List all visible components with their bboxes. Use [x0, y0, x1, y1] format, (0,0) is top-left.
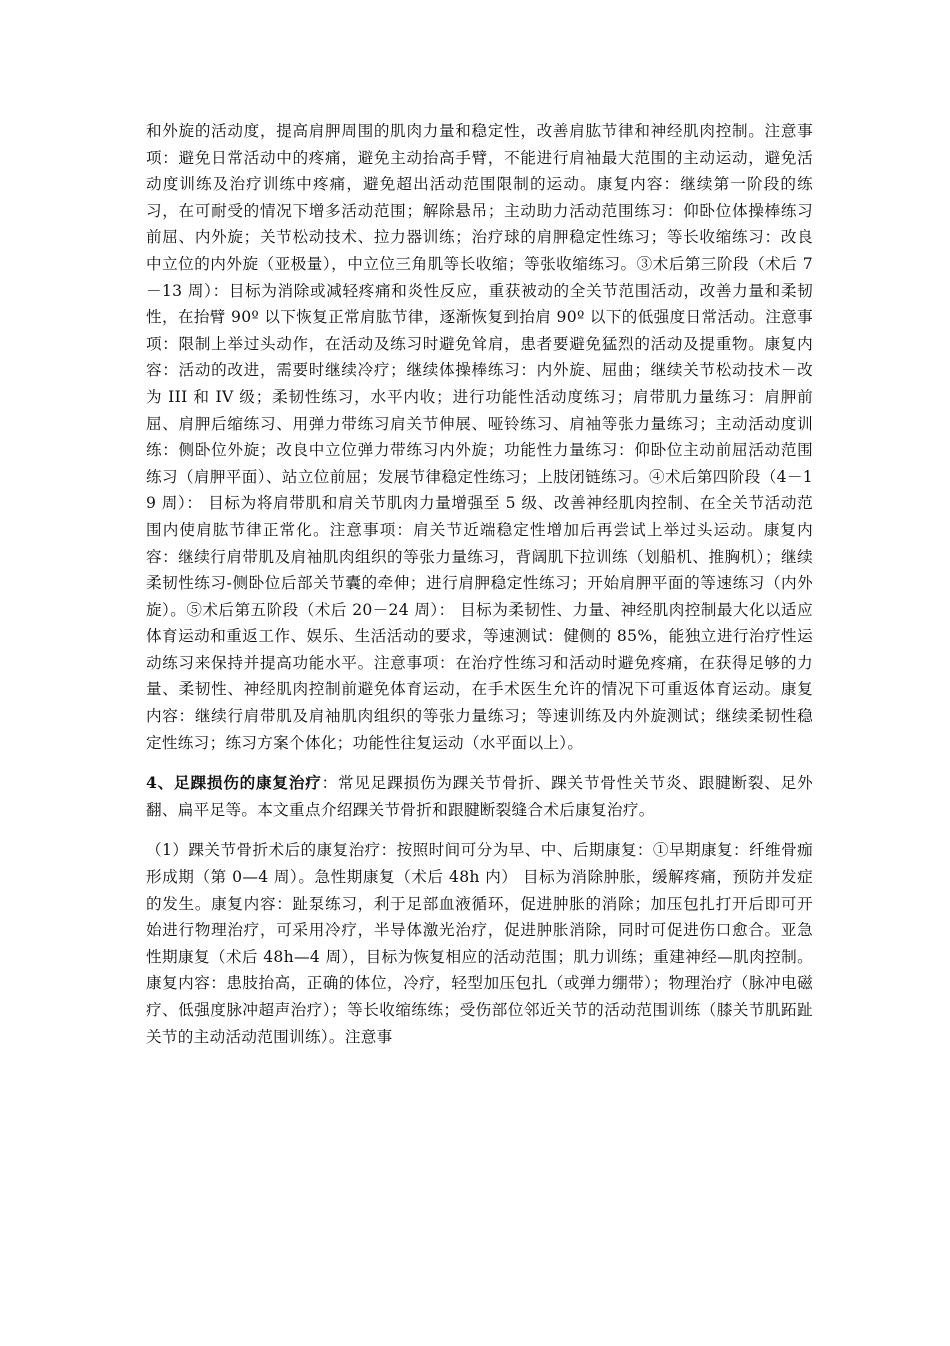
section-heading-ankle: 4、足踝损伤的康复治疗: [146, 773, 322, 793]
paragraph-ankle-fracture: （1）踝关节骨折术后的康复治疗：按照时间可分为早、中、后期康复：①早期康复：纤维骨痂形成期（第 0—4 周）。急性期康复（术后 48h 内） 目标为消除肿胀，缓解疼痛，预防并发症的发生。康复内容：趾泵练习，利于足部血液循环，促进肿胀的消除；加压包扎打开后即可开始进行物理治疗，可采用冷疗，半导体激光治疗，促进肿胀消除，同时可促进伤口愈合。亚急性期康复（术后 48h—4 周），目标为恢复相应的活动范围；肌力训练；重建神经—肌肉控制。康复内容：患肢抬高，正确的体位，冷疗，轻型加压包扎（或弹力绷带）；物理治疗（脉冲电磁疗、低强度脉冲超声治疗）；等长收缩练练；受伤部位邻近关节的活动范围训练（膝关节肌跖趾关节的主动活动范围训练）。注意事: [146, 841, 813, 1046]
ankle-intro-text: ：常见足踝损伤为踝关节骨折、踝关节骨性关节炎、跟腱断裂、足外翻、扁平足等。本文重点介绍踝关节骨折和跟腱断裂缝合术后康复治疗。: [146, 774, 813, 819]
paragraph-shoulder-rehab: 和外旋的活动度，提高肩胛周围的肌肉力量和稳定性，改善肩肱节律和神经肌肉控制。注意事项：避免日常活动中的疼痛，避免主动抬高手臂，不能进行肩袖最大范围的主动运动，避免活动度训练及治疗训练中疼痛，避免超出活动范围限制的运动。康复内容：继续第一阶段的练习，在可耐受的情况下增多活动范围；解除悬吊；主动助力活动范围练习：仰卧位体操棒练习前屈、内外旋；关节松动技术、拉力器训练；治疗球的肩胛稳定性练习；等长收缩练习：改良中立位的内外旋（亚极量），中立位三角肌等长收缩；等张收缩练习。③术后第三阶段（术后 7－13 周）：目标为消除或减轻疼痛和炎性反应，重获被动的全关节范围活动，改善力量和柔韧性，在抬臂 90º 以下恢复正常肩肱节律，逐渐恢复到抬肩 90º 以下的低强度日常活动。注意事项：限制上举过头动作，在活动及练习时避免耸肩，患者要避免猛烈的活动及提重物。康复内容：活动的改进，需要时继续冷疗；继续体操棒练习：内外旋、屈曲；继续关节松动技术－改为 III 和 IV 级；柔韧性练习，水平内收；进行功能性活动度练习；肩带肌力量练习：肩胛前屈、肩胛后缩练习、用弹力带练习肩关节伸展、哑铃练习、肩袖等张力量练习；主动活动度训练：侧卧位外旋；改良中立位弹力带练习内外旋；功能性力量练习：仰卧位主动前屈活动范围练习（肩胛平面）、站立位前屈；发展节律稳定性练习；上肢闭链练习。④术后第四阶段（4－19 周）： 目标为将肩带肌和肩关节肌肉力量增强至 5 级、改善神经肌肉控制、在全关节活动范围内使肩肱节律正常化。注意事项：肩关节近端稳定性增加后再尝试上举过头运动。康复内容：继续行肩带肌及肩袖肌肉组织的等张力量练习，背阔肌下拉训练（划船机、推胸机）；继续柔韧性练习-侧卧位后部关节囊的牵伸；进行肩胛稳定性练习；开始肩胛平面的等速练习（内外旋）。⑤术后第五阶段（术后 20－24 周）： 目标为柔韧性、力量、神经肌肉控制最大化以适应体育运动和重返工作、娱乐、生活活动的要求，等速测试：健侧的 85%，能独立进行治疗性运动练习来保持并提高功能水平。注意事项：在治疗性练习和活动时避免疼痛，在获得足够的力量、柔韧性、神经肌肉控制前避免体育运动，在手术医生允许的情况下可重返体育运动。康复内容：继续行肩带肌及肩袖肌肉组织的等张力量练习；等速训练及内外旋测试；继续柔韧性稳定性练习；练习方案个体化；功能性往复运动（水平面以上）。: [146, 122, 813, 752]
paragraph-ankle-intro: [146, 770, 813, 823]
document-page: [146, 118, 813, 1050]
